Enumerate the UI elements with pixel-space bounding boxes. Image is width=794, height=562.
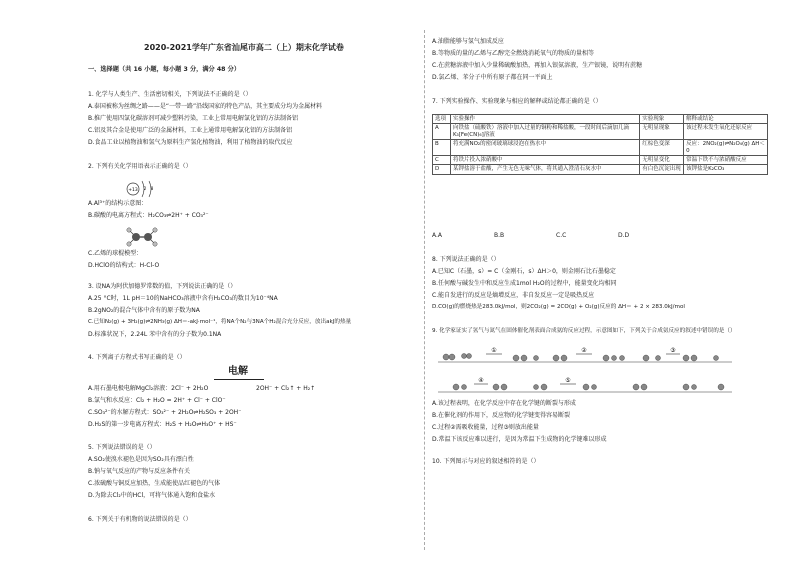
q1-stem: 1. 化学与人类生产、生活密切相关，下列说法不正确的是（） xyxy=(88,91,252,98)
q1-option-a: A.泰国被称为丝绸之路——是“一带一路”沿线国家的特色产品，其主要成分均为金属材料 xyxy=(88,103,323,110)
table-row xyxy=(433,156,768,165)
right-column xyxy=(432,0,772,562)
q2-option-c: C.乙烯的球棍模型： xyxy=(88,250,143,257)
q9-option-a: A.该过程表明，在化学反应中存在化学键的断裂与形成 xyxy=(432,400,576,407)
table-cell: 该过程未发生氧化还原反应 xyxy=(684,124,768,140)
electrolysis-arrow-line xyxy=(214,379,264,380)
table-cell: 无明显现象 xyxy=(640,124,684,140)
step-label-1: ① xyxy=(491,347,497,354)
q5-option-c: C.浓硫酸与铜反应加热，生成能使品红褪色的气体 xyxy=(88,480,221,487)
q6-option-b: B.等物质的量的乙烯与乙醇完全燃烧消耗氧气的物质的量相等 xyxy=(432,50,595,57)
electrolysis-label: 电解 xyxy=(228,366,248,377)
al-ion-diagram xyxy=(124,178,164,200)
q8-option-a: A.已知C（石墨，s）= C（金刚石，s）ΔH＞0，则金刚石比石墨稳定 xyxy=(432,268,616,275)
table-cell: A xyxy=(433,124,451,140)
step-label-2: ② xyxy=(581,347,587,354)
q2-stem: 2. 下列有关化学用语表示正确的是（） xyxy=(88,163,192,170)
q2-option-b: B.碳酸的电离方程式：H₂CO₃⇌2H⁺ + CO₃²⁻ xyxy=(88,212,209,219)
q4-option-b: B.氯气和水反应：Cl₂ + H₂O = 2H⁺ + Cl⁻ + ClO⁻ xyxy=(88,397,226,404)
step-label-3: ③ xyxy=(670,347,676,354)
q4-stem: 4. 下列离子方程式书写正确的是（） xyxy=(88,354,186,361)
table-cell: 将充满NO₂的密闭玻璃球浸泡在热水中 xyxy=(450,140,639,156)
q9-option-b: B.在催化剂的作用下，反应物的化学键变得容易断裂 xyxy=(432,412,571,419)
svg-text:+13: +13 xyxy=(128,188,138,193)
q4-option-a-product: 2OH⁻ + Cl₂↑ + H₂↑ xyxy=(256,385,316,392)
table-row xyxy=(433,165,768,174)
q1-option-d: D.食品工业以植物油和氢气为原料生产氢化植物油，利用了植物油的取代反应 xyxy=(88,139,293,146)
q3-stem: 3. 设NA为阿伏加德罗常数的值，下列说法正确的是（） xyxy=(88,283,237,290)
table-header-cell: 解释或结论 xyxy=(684,115,768,124)
step-label-4: ④ xyxy=(478,377,484,384)
table-cell: 有白色沉淀出现 xyxy=(640,165,684,174)
section-heading: 一、选择题（共 16 小题，每小题 3 分，满分 48 分） xyxy=(88,66,241,73)
q9-option-d: D.常温下该反应难以进行，是因为常温下生成物的化学键难以形成 xyxy=(432,436,607,443)
q4-option-d: D.H₂S的第一步电离方程式：H₂S + H₂O⇌H₃O⁺ + HS⁻ xyxy=(88,421,237,428)
column-divider xyxy=(424,30,425,550)
q6-option-c: C.在蔗糖溶液中加入少量稀硫酸加热，再加入银氨溶液，生产银镜，说明有蔗糖 xyxy=(432,62,643,69)
exam-title: 2020-2021学年广东省汕尾市高二（上）期末化学试卷 xyxy=(144,43,344,52)
q4-option-c: C.SO₃²⁻的水解方程式：SO₃²⁻ + 2H₂O⇌H₂SO₃ + 2OH⁻ xyxy=(88,409,242,416)
table-cell: 反应：2NO₂(g)⇌N₂O₄(g) ΔH＜0 xyxy=(684,140,768,156)
q8-option-d: D.CO(g)的燃烧热是283.0kJ/mol，则2CO₂(g) = 2CO(g) + O₂(g)反应的 ΔH＝ + 2 × 283.0kJ/mol xyxy=(432,304,685,310)
table-header-cell: 实验操作 xyxy=(450,115,639,124)
left-column xyxy=(88,0,418,562)
table-cell: 常温下铁不与浓硝酸反应 xyxy=(684,156,768,165)
q8-option-b: B.任何酸与碱发生中和反应生成1mol H₂O的过程中，能量变化均相同 xyxy=(432,280,617,287)
table-cell: 红棕色变深 xyxy=(640,140,684,156)
q5-option-b: B.钠与氧气反应的产物与反应条件有关 xyxy=(88,468,191,475)
q9-option-c: C.过程②需吸收能量，过程③则放出能量 xyxy=(432,424,539,431)
q7-option-c: C.C xyxy=(556,232,567,239)
svg-text:8: 8 xyxy=(150,186,154,191)
table-cell: 将铁片投入浓硝酸中 xyxy=(450,156,639,165)
q3-option-c: C.已知N₂(g) + 3H₂(g)⇌2NH₃(g) ΔH＝-akJ·mol⁻¹，将NA个N₂与3NA个H₂混合充分反应，放出akJ的热量 xyxy=(88,319,352,325)
q6-option-d: D.氯乙烯、苯分子中所有原子都在同一平面上 xyxy=(432,74,553,81)
q8-option-c: C.能自发进行的反应是熵增反应，非自发反应一定是吸热反应 xyxy=(432,292,595,299)
q3-option-d: D.标准状况下，2.24L 苯中含有的分子数为0.1NA xyxy=(88,331,222,338)
q5-stem: 5. 下列说法错误的是（） xyxy=(88,444,156,451)
q4-option-a: A.用石墨电极电解MgCl₂溶液：2Cl⁻ + 2H₂O xyxy=(88,385,209,392)
svg-text:2: 2 xyxy=(143,186,147,191)
table-cell: 该钾盐是K₂CO₃ xyxy=(684,165,768,174)
table-header-cell: 选项 xyxy=(433,115,451,124)
step-label-5: ⑤ xyxy=(565,377,571,384)
q6-option-a: A.油脂能够与氢气加成反应 xyxy=(432,38,504,45)
q7-option-a: A.A xyxy=(432,232,443,239)
table-cell: B xyxy=(433,140,451,156)
ammonia-synthesis-diagram xyxy=(436,344,736,400)
table-header-cell: 实验现象 xyxy=(640,115,684,124)
q5-option-a: A.SO₂使溴水褪色是因为SO₂具有漂白性 xyxy=(88,456,194,463)
q7-table xyxy=(432,114,768,175)
q1-option-c: C.铝及其合金是使用广泛的金属材料，工业上通常用电解氯化铝的方法制备铝 xyxy=(88,127,293,134)
ethylene-ball-stick-model xyxy=(122,225,162,249)
q1-option-b: B.推广使用四氯化碳溶剂可减少塑料污染，工业上常用电解氯化铝的方法制备铝 xyxy=(88,115,299,122)
q2-option-a: A.Al³⁺的结构示意图： xyxy=(88,200,148,207)
q10-stem: 10. 下列图示与对应的叙述相符的是（） xyxy=(432,458,540,465)
q6-stem: 6. 下列关于有机物的说法错误的是（） xyxy=(88,516,192,523)
q8-stem: 8. 下列说法正确的是（） xyxy=(432,256,500,263)
table-cell: 向铁盐（硫酸铁）溶液中加入过量的铜粉和稀盐酸，一段时间后滴加几滴K₃[Fe(CN)₆]溶液 xyxy=(450,124,639,140)
table-row xyxy=(433,124,768,140)
table-cell: C xyxy=(433,156,451,165)
table-cell: D xyxy=(433,165,451,174)
q7-stem: 7. 下列实验操作、实验现象与相应的解释或结论都正确的是（） xyxy=(432,98,602,105)
table-header-row xyxy=(433,115,768,124)
table-cell: 无明显变化 xyxy=(640,156,684,165)
q5-option-d: D.为除去Cl₂中的HCl，可将气体通入饱和食盐水 xyxy=(88,492,216,499)
table-row xyxy=(433,140,768,156)
q7-option-b: B.B xyxy=(494,232,505,239)
q3-option-b: B.2gNO₂的混合气体中含有的原子数为NA xyxy=(88,307,200,314)
q2-option-d: D.HClO的结构式：H-Cl-O xyxy=(88,262,160,269)
q9-stem: 9. 化学家证实了氢气与氮气在固体催化剂表面合成氨的反应过程，示意图如下，下列关于合成氨反应的叙述中错误的是（） xyxy=(432,328,736,334)
q3-option-a: A.25 °C时，1L pH＝10的NaHCO₃溶液中含有H₂CO₃的数目为10⁻⁴NA xyxy=(88,295,278,302)
table-cell: 某钾盐溶于盐酸，产生无色无味气体，将其通入澄清石灰水中 xyxy=(450,165,639,174)
q7-option-d: D.D xyxy=(618,232,630,239)
